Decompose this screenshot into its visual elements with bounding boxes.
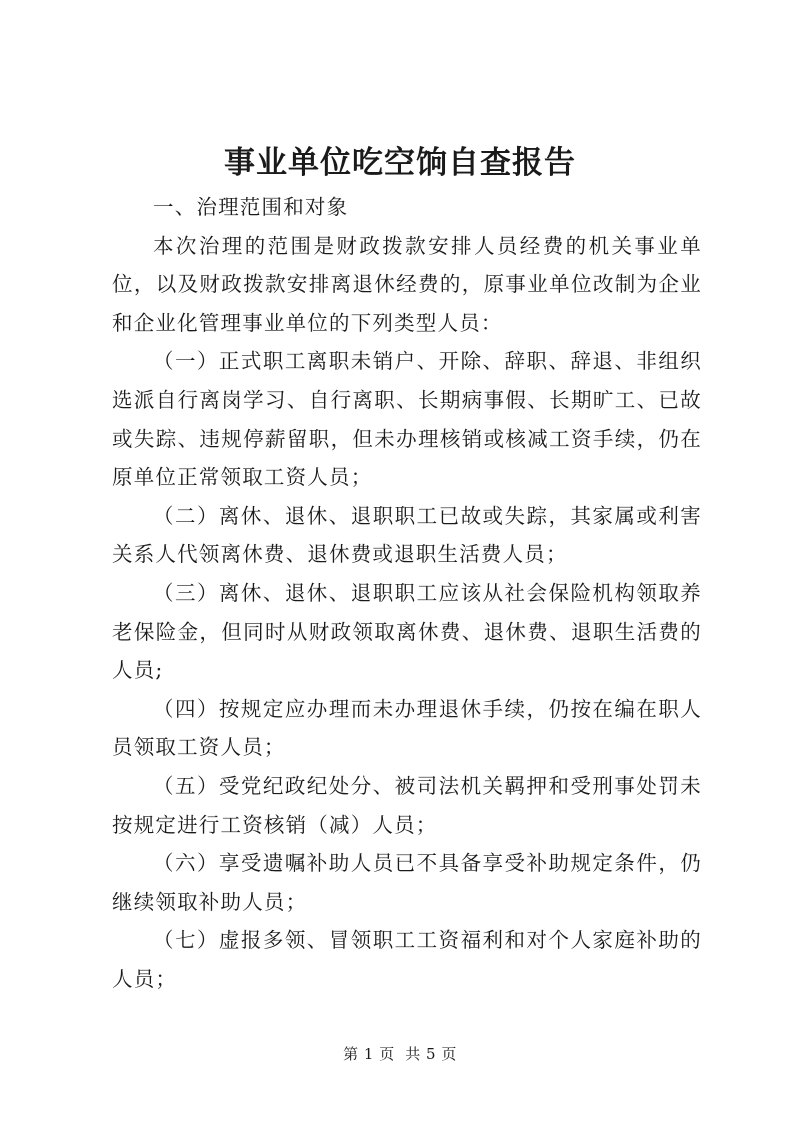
paragraph-item-4: （四）按规定应办理而未办理退休手续，仍按在编在职人员领取工资人员； — [112, 696, 702, 760]
paragraph-item-6: （六）享受遗嘱补助人员已不具备享受补助规定条件，仍继续领取补助人员； — [112, 851, 702, 914]
document-body — [112, 188, 702, 998]
page-number-label: 第 1 页 共 5 页 — [343, 1045, 457, 1063]
paragraph-item-3: （三）离休、退休、退职职工应该从社会保险机构领取养老保险金，但同时从财政领取离休费、退休费、退职生活费的人员; — [112, 580, 702, 683]
page-footer — [0, 1043, 800, 1065]
paragraph-item-1: （一）正式职工离职未销户、开除、辞职、辞退、非组织选派自行离岗学习、自行离职、长期病事假、长期旷工、已故或失踪、违规停薪留职，但未办理核销或核减工资手续，仍在原单位正常领取工资人员； — [112, 349, 702, 490]
document-title: 事业单位吃空饷自查报告 — [224, 145, 576, 181]
paragraph-item-7: （七）虚报多领、冒领职工工资福利和对个人家庭补助的人员； — [112, 928, 702, 991]
paragraph-item-5: （五）受党纪政纪处分、被司法机关羁押和受刑事处罚未按规定进行工资核销（减）人员； — [112, 773, 702, 837]
paragraph-item-2: （二）离休、退休、退职职工已故或失踪，其家属或利害关系人代领离休费、退休费或退职生活费人员； — [112, 503, 702, 567]
paragraph-scope: 本次治理的范围是财政拨款安排人员经费的机关事业单位，以及财政拨款安排离退休经费的，原事业单位改制为企业和企业化管理事业单位的下列类型人员： — [112, 233, 702, 335]
section-heading: 一、治理范围和对象 — [153, 195, 349, 219]
